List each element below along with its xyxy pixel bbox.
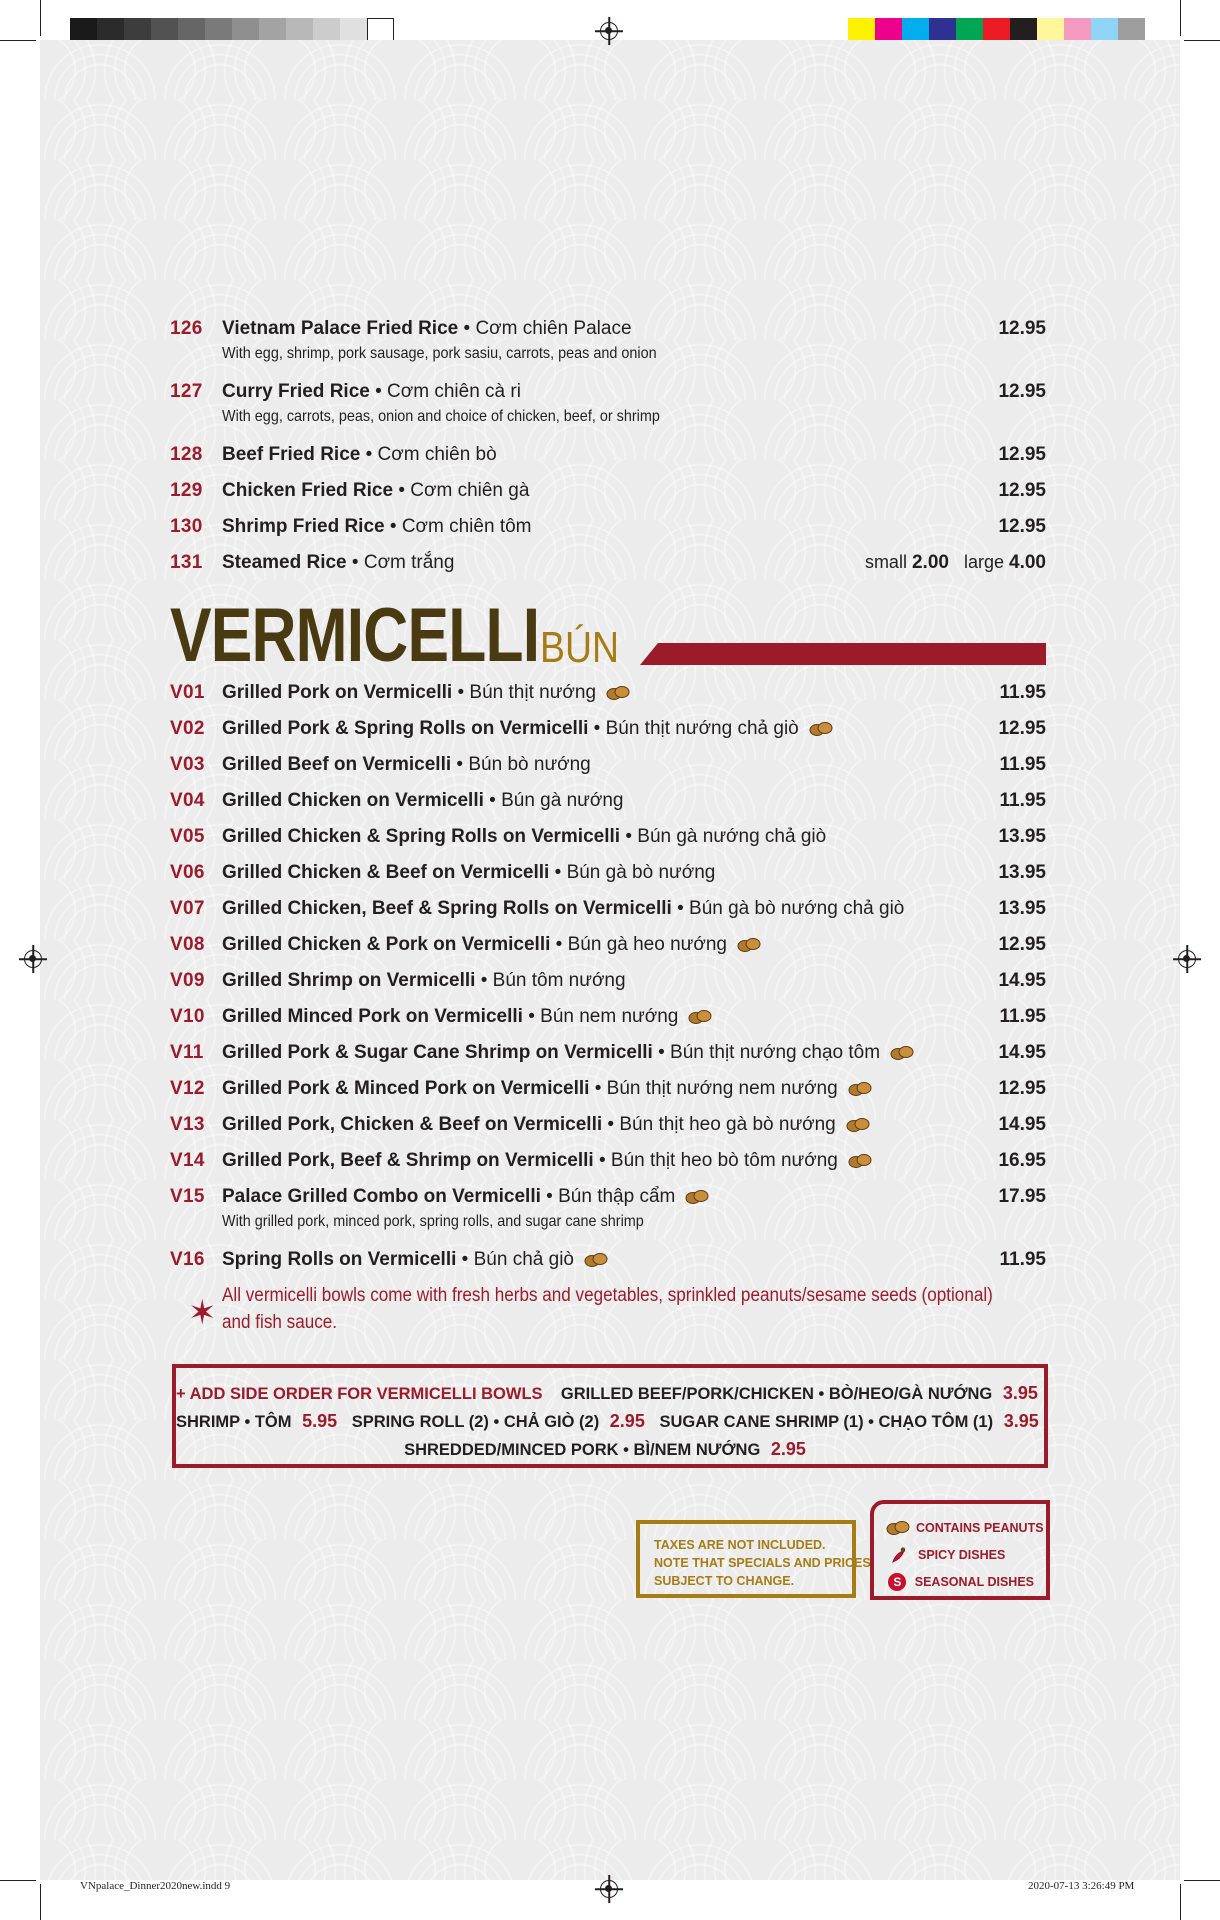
item-number: V12	[170, 1078, 205, 1099]
item-price: 11.95	[999, 1006, 1046, 1027]
item-vietnamese-name: Cơm chiên gà	[410, 480, 530, 501]
side-order-heading: + ADD SIDE ORDER FOR VERMICELLI BOWLS	[176, 1385, 543, 1403]
side-order-label: SHREDDED/MINCED PORK • BÌ/NEM NƯỚNG	[404, 1441, 761, 1459]
item-number: 127	[170, 381, 203, 402]
item-price: 12.95	[998, 381, 1046, 402]
side-order-box	[172, 1364, 1048, 1468]
item-name: Grilled Shrimp on Vermicelli	[222, 970, 476, 991]
item-price: 16.95	[998, 1150, 1046, 1171]
crop-mark	[1180, 1884, 1181, 1920]
item-name: Grilled Pork, Chicken & Beef on Vermicelli	[222, 1114, 603, 1135]
peanut-icon	[846, 1117, 870, 1133]
item-name: Grilled Chicken, Beef & Spring Rolls on Vermicelli	[222, 898, 672, 919]
item-number: 131	[170, 552, 203, 573]
item-vietnamese-name: Bún thịt nướng chả giò	[605, 718, 799, 739]
item-number: V03	[170, 754, 205, 775]
item-number: V14	[170, 1150, 205, 1171]
item-number: V05	[170, 826, 205, 847]
tax-notice-line: NOTE THAT SPECIALS AND PRICES	[654, 1556, 871, 1570]
item-name: Grilled Chicken & Spring Rolls on Vermicelli	[222, 826, 621, 847]
peanut-icon	[688, 1009, 712, 1025]
item-number: V13	[170, 1114, 205, 1135]
legend-label: SPICY DISHES	[918, 1547, 1006, 1562]
item-vietnamese-name: Cơm chiên cà ri	[387, 381, 521, 402]
item-name: Spring Rolls on Vermicelli	[222, 1249, 457, 1270]
size-price: 4.00	[1009, 552, 1046, 573]
section-header	[170, 593, 1050, 678]
peanut-icon	[737, 937, 761, 953]
peanut-icon	[606, 685, 630, 701]
side-order-price: 3.95	[1003, 1411, 1039, 1431]
item-number: V15	[170, 1186, 205, 1207]
item-price: 11.95	[999, 754, 1046, 775]
item-vietnamese-name: Bún bò nướng	[468, 754, 591, 775]
decorative-bar	[640, 643, 1046, 665]
item-vietnamese-name: Cơm trắng	[363, 552, 455, 573]
side-order-label: SUGAR CANE SHRIMP (1) • CHẠO TÔM (1)	[659, 1413, 994, 1431]
item-name: Vietnam Palace Fried Rice	[222, 318, 459, 339]
item-price: 11.95	[999, 790, 1046, 811]
registration-mark-icon	[600, 1880, 618, 1898]
item-price: 12.95	[998, 444, 1046, 465]
item-vietnamese-name: Bún gà nướng chả giò	[637, 826, 827, 847]
item-vietnamese-name: Bún tôm nướng	[492, 970, 626, 991]
item-number: 129	[170, 480, 203, 501]
peanut-icon	[848, 1081, 872, 1097]
item-number: V09	[170, 970, 205, 991]
seasonal-icon: S	[888, 1573, 906, 1591]
item-name: Grilled Chicken & Pork on Vermicelli	[222, 934, 551, 955]
side-order-price: 5.95	[302, 1411, 338, 1431]
item-vietnamese-name: Bún gà bò nướng chả giò	[689, 898, 905, 919]
item-price: 12.95	[998, 718, 1046, 739]
item-vietnamese-name: Bún thịt nướng chạo tôm	[670, 1042, 881, 1063]
item-vietnamese-name: Bún thịt heo bò tôm nướng	[610, 1150, 838, 1171]
item-price: 12.95	[998, 934, 1046, 955]
item-name: Curry Fried Rice	[222, 381, 370, 402]
item-price: 13.95	[998, 826, 1046, 847]
item-vietnamese-name: Bún gà heo nướng	[567, 934, 727, 955]
crop-mark	[0, 1880, 36, 1881]
note-line: All vermicelli bowls come with fresh herbs and vegetables, sprinkled peanuts/sesame seeds (optional)	[222, 1285, 993, 1306]
item-vietnamese-name: Bún chả giò	[473, 1249, 574, 1270]
item-number: 130	[170, 516, 203, 537]
item-name: Grilled Pork & Spring Rolls on Vermicelli	[222, 718, 589, 739]
legend-item	[886, 1568, 1034, 1595]
item-vietnamese-name: Bún gà nướng	[501, 790, 624, 811]
item-name: Grilled Pork & Sugar Cane Shrimp on Vermicelli	[222, 1042, 653, 1063]
legend	[870, 1500, 1050, 1600]
item-price: 12.95	[998, 318, 1046, 339]
item-vietnamese-name: Bún thịt nướng	[469, 682, 597, 703]
crop-mark	[40, 0, 41, 36]
crop-mark	[40, 1884, 41, 1920]
side-order-label: SHRIMP • TÔM	[176, 1413, 292, 1431]
item-price: 12.95	[998, 480, 1046, 501]
crop-mark	[1184, 40, 1220, 41]
item-name: Grilled Pork on Vermicelli	[222, 682, 453, 703]
item-description: With egg, shrimp, pork sausage, pork sasiu, carrots, peas and onion	[222, 345, 657, 362]
item-name: Palace Grilled Combo on Vermicelli	[222, 1186, 541, 1207]
note-line: and fish sauce.	[222, 1312, 338, 1333]
date-slug: 2020-07-13 3:26:49 PM	[1028, 1880, 1135, 1892]
item-name: Chicken Fried Rice	[222, 480, 394, 501]
legend-item	[886, 1514, 1044, 1541]
section-subtitle: BÚN	[540, 623, 619, 672]
item-number: V04	[170, 790, 205, 811]
peanut-icon	[848, 1153, 872, 1169]
item-price: 13.95	[998, 898, 1046, 919]
item-name: Grilled Beef on Vermicelli	[222, 754, 452, 775]
item-name: Grilled Minced Pork on Vermicelli	[222, 1006, 523, 1027]
item-name: Grilled Chicken & Beef on Vermicelli	[222, 862, 550, 883]
side-order-label: SPRING ROLL (2) • CHẢ GIÒ (2)	[351, 1413, 600, 1431]
item-number: 128	[170, 444, 203, 465]
peanut-icon	[685, 1189, 709, 1205]
item-number: V02	[170, 718, 205, 739]
side-order-label: GRILLED BEEF/PORK/CHICKEN • BÒ/HEO/GÀ NƯỚNG	[560, 1385, 993, 1403]
item-name: Beef Fried Rice	[222, 444, 361, 465]
item-price: 12.95	[998, 1078, 1046, 1099]
crop-mark	[1180, 0, 1181, 36]
peanut-icon	[886, 1518, 910, 1538]
item-number: V10	[170, 1006, 205, 1027]
crop-mark	[0, 40, 36, 41]
registration-mark-icon	[1178, 950, 1196, 968]
asterisk-icon: ✶	[188, 1294, 217, 1332]
item-name: Steamed Rice	[222, 552, 347, 573]
file-slug: VNpalace_Dinner2020new.indd 9	[80, 1880, 231, 1892]
item-vietnamese-name: Bún thập cẩm	[558, 1186, 676, 1207]
menu-page	[40, 40, 1180, 1880]
side-order-price: 3.95	[1002, 1383, 1038, 1403]
item-vietnamese-name: Bún thịt nướng nem nướng	[606, 1078, 838, 1099]
item-price: 11.95	[999, 682, 1046, 703]
item-vietnamese-name: Cơm chiên Palace	[475, 318, 632, 339]
item-vietnamese-name: Bún thịt heo gà bò nướng	[619, 1114, 836, 1135]
registration-mark-icon	[24, 950, 42, 968]
item-price: 14.95	[998, 1042, 1046, 1063]
item-vietnamese-name: Cơm chiên tôm	[401, 516, 532, 537]
item-number: V11	[170, 1042, 204, 1063]
legend-label: CONTAINS PEANUTS	[916, 1520, 1044, 1535]
side-order-price: 2.95	[770, 1439, 806, 1459]
item-price: 14.95	[998, 970, 1046, 991]
item-number: 126	[170, 318, 203, 339]
item-number: V06	[170, 862, 205, 883]
item-name: Grilled Pork, Beef & Shrimp on Vermicelli	[222, 1150, 594, 1171]
item-name: Grilled Pork & Minced Pork on Vermicelli	[222, 1078, 590, 1099]
size-label: large	[963, 552, 1004, 572]
item-vietnamese-name: Cơm chiên bò	[377, 444, 497, 465]
registration-mark-icon	[600, 22, 618, 40]
side-order-price: 2.95	[609, 1411, 645, 1431]
item-vietnamese-name: Bún nem nướng	[540, 1006, 679, 1027]
legend-item	[886, 1541, 1034, 1568]
legend-label: SEASONAL DISHES	[914, 1574, 1034, 1589]
peanut-icon	[584, 1252, 608, 1268]
item-price: 11.95	[999, 1249, 1046, 1270]
item-number: V16	[170, 1249, 205, 1270]
item-price: 13.95	[998, 862, 1046, 883]
item-price: 17.95	[998, 1186, 1046, 1207]
peanut-icon	[809, 721, 833, 737]
section-title: VERMICELLI	[170, 593, 540, 678]
item-price: 12.95	[998, 516, 1046, 537]
item-number: V07	[170, 898, 205, 919]
tax-notice	[636, 1520, 871, 1598]
item-price: 14.95	[998, 1114, 1046, 1135]
size-label: small	[864, 552, 907, 572]
size-price: 2.00	[911, 552, 949, 573]
item-number: V01	[170, 682, 205, 703]
item-vietnamese-name: Bún gà bò nướng	[566, 862, 716, 883]
tax-notice-line: TAXES ARE NOT INCLUDED.	[654, 1538, 826, 1552]
item-description: With grilled pork, minced pork, spring rolls, and sugar cane shrimp	[222, 1213, 644, 1230]
item-price-sizes	[865, 552, 1046, 574]
crop-mark	[1184, 1880, 1220, 1881]
item-number: V08	[170, 934, 205, 955]
item-name: Grilled Chicken on Vermicelli	[222, 790, 484, 811]
item-description: With egg, carrots, peas, onion and choice of chicken, beef, or shrimp	[222, 408, 660, 425]
tax-notice-line: SUBJECT TO CHANGE.	[654, 1574, 795, 1588]
item-name: Shrimp Fried Rice	[222, 516, 385, 537]
chili-pepper-icon	[886, 1545, 912, 1565]
peanut-icon	[890, 1045, 914, 1061]
